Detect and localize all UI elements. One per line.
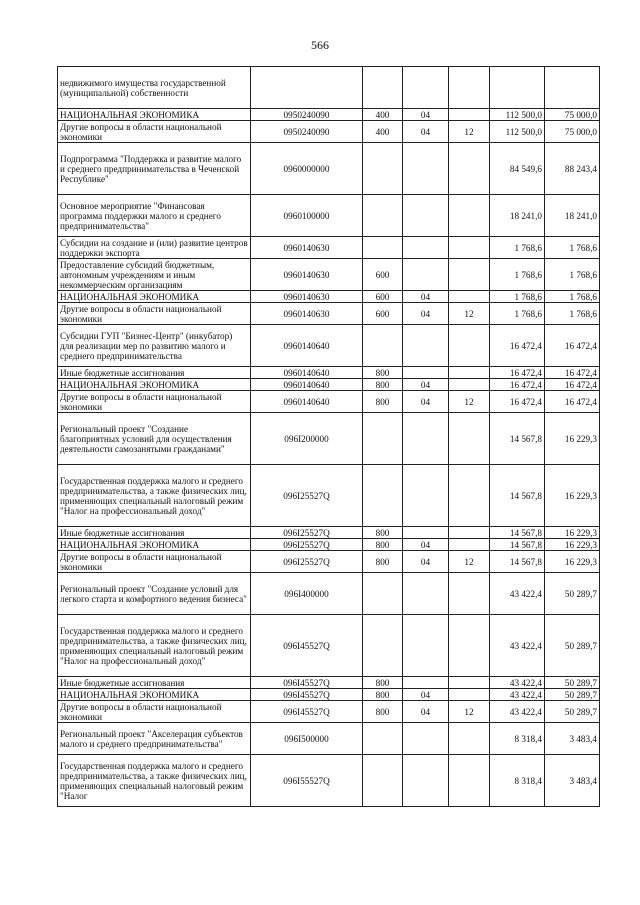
cell-expense-type — [363, 143, 403, 195]
cell-name: Государственная поддержка малого и среднего предпринимательства, а также физических лиц, применяющих специальный налоговый режим "Налог на профессиональный доход" — [58, 615, 251, 677]
cell-name: Другие вопросы в области национальной экономики — [58, 121, 251, 143]
cell-target-code: 0960140630 — [251, 237, 363, 259]
cell-target-code: 096I25527Q — [251, 539, 363, 551]
cell-target-code: 0960140640 — [251, 391, 363, 413]
cell-subsection: 12 — [449, 701, 490, 723]
cell-amount-year-2: 18 241,0 — [545, 195, 600, 237]
cell-amount-year-2: 75 000,0 — [545, 109, 600, 121]
cell-name: Региональный проект "Акселерация субъектов малого и среднего предпринимательства" — [58, 723, 251, 755]
cell-name: Государственная поддержка малого и среднего предпринимательства, а также физических лиц, применяющих специальный налоговый режим "Налог на профессиональный доход" — [58, 465, 251, 527]
cell-amount-year-2: 16 229,3 — [545, 413, 600, 465]
cell-expense-type — [363, 615, 403, 677]
cell-name: Основное мероприятие "Финансовая программа поддержки малого и среднего предпринимательства" — [58, 195, 251, 237]
cell-subsection — [449, 109, 490, 121]
cell-amount-year-2: 1 768,6 — [545, 259, 600, 291]
table-row — [58, 677, 600, 689]
cell-amount-year-1: 43 422,4 — [490, 677, 545, 689]
cell-amount-year-1: 43 422,4 — [490, 701, 545, 723]
cell-subsection — [449, 367, 490, 379]
cell-target-code: 0950240090 — [251, 121, 363, 143]
cell-amount-year-1: 43 422,4 — [490, 689, 545, 701]
cell-name: Субсидии на создание и (или) развитие центров поддержки экспорта — [58, 237, 251, 259]
cell-subsection — [449, 755, 490, 807]
cell-target-code: 096I25527Q — [251, 551, 363, 573]
cell-target-code: 096I45527Q — [251, 701, 363, 723]
cell-subsection — [449, 723, 490, 755]
cell-name: Региональный проект "Создание условий для легкого старта и комфортного ведения бизнеса" — [58, 573, 251, 615]
cell-amount-year-2: 3 483,4 — [545, 755, 600, 807]
cell-subsection — [449, 237, 490, 259]
cell-section: 04 — [403, 291, 449, 303]
cell-section — [403, 143, 449, 195]
cell-target-code: 096I200000 — [251, 413, 363, 465]
cell-amount-year-2: 16 472,4 — [545, 379, 600, 391]
cell-section — [403, 67, 449, 109]
cell-subsection — [449, 527, 490, 539]
cell-subsection — [449, 539, 490, 551]
cell-expense-type: 800 — [363, 391, 403, 413]
cell-subsection — [449, 689, 490, 701]
table-row — [58, 195, 600, 237]
cell-name: Предоставление субсидий бюджетным, автономным учреждениям и иным некоммерческим организациям — [58, 259, 251, 291]
cell-amount-year-2: 1 768,6 — [545, 237, 600, 259]
cell-expense-type: 800 — [363, 527, 403, 539]
cell-section — [403, 527, 449, 539]
cell-target-code: 0960000000 — [251, 143, 363, 195]
cell-expense-type: 800 — [363, 367, 403, 379]
cell-amount-year-1: 8 318,4 — [490, 755, 545, 807]
cell-section: 04 — [403, 379, 449, 391]
cell-amount-year-2: 75 000,0 — [545, 121, 600, 143]
cell-expense-type — [363, 67, 403, 109]
cell-expense-type: 600 — [363, 303, 403, 325]
cell-amount-year-2: 50 289,7 — [545, 677, 600, 689]
cell-target-code — [251, 67, 363, 109]
cell-section — [403, 237, 449, 259]
cell-name: Другие вопросы в области национальной экономики — [58, 701, 251, 723]
cell-amount-year-1: 43 422,4 — [490, 615, 545, 677]
cell-amount-year-2: 3 483,4 — [545, 723, 600, 755]
cell-expense-type — [363, 237, 403, 259]
cell-expense-type: 800 — [363, 539, 403, 551]
cell-amount-year-1: 14 567,8 — [490, 465, 545, 527]
cell-target-code: 096I25527Q — [251, 527, 363, 539]
cell-expense-type: 400 — [363, 109, 403, 121]
cell-section — [403, 677, 449, 689]
cell-subsection — [449, 143, 490, 195]
table-row — [58, 465, 600, 527]
table-row — [58, 325, 600, 367]
cell-expense-type: 800 — [363, 701, 403, 723]
cell-expense-type: 600 — [363, 291, 403, 303]
cell-expense-type: 800 — [363, 379, 403, 391]
cell-name: НАЦИОНАЛЬНАЯ ЭКОНОМИКА — [58, 689, 251, 701]
table-row — [58, 121, 600, 143]
cell-name: Иные бюджетные ассигнования — [58, 527, 251, 539]
cell-section — [403, 573, 449, 615]
cell-amount-year-1: 14 567,8 — [490, 551, 545, 573]
cell-subsection: 12 — [449, 121, 490, 143]
cell-amount-year-2: 1 768,6 — [545, 303, 600, 325]
cell-section — [403, 367, 449, 379]
table-row — [58, 551, 600, 573]
cell-target-code: 0960140630 — [251, 291, 363, 303]
cell-amount-year-2 — [545, 67, 600, 109]
table-body — [58, 67, 600, 807]
table-row — [58, 413, 600, 465]
table-row — [58, 367, 600, 379]
cell-expense-type: 600 — [363, 259, 403, 291]
cell-subsection: 12 — [449, 551, 490, 573]
cell-amount-year-1: 1 768,6 — [490, 291, 545, 303]
cell-amount-year-2: 16 229,3 — [545, 527, 600, 539]
table-row — [58, 539, 600, 551]
table-row — [58, 689, 600, 701]
table-row — [58, 527, 600, 539]
cell-target-code: 096I45527Q — [251, 677, 363, 689]
table-row — [58, 573, 600, 615]
cell-name: Другие вопросы в области национальной экономики — [58, 551, 251, 573]
cell-section: 04 — [403, 701, 449, 723]
cell-name: НАЦИОНАЛЬНАЯ ЭКОНОМИКА — [58, 291, 251, 303]
cell-subsection — [449, 615, 490, 677]
cell-subsection — [449, 413, 490, 465]
cell-target-code: 0960140640 — [251, 367, 363, 379]
table-row — [58, 723, 600, 755]
cell-name: Иные бюджетные ассигнования — [58, 677, 251, 689]
cell-expense-type: 800 — [363, 677, 403, 689]
cell-expense-type — [363, 195, 403, 237]
cell-section: 04 — [403, 109, 449, 121]
cell-expense-type — [363, 723, 403, 755]
cell-amount-year-1: 16 472,4 — [490, 367, 545, 379]
table-row — [58, 303, 600, 325]
cell-target-code: 0950240090 — [251, 109, 363, 121]
cell-expense-type — [363, 755, 403, 807]
cell-subsection — [449, 573, 490, 615]
cell-amount-year-1: 1 768,6 — [490, 259, 545, 291]
cell-section: 04 — [403, 539, 449, 551]
cell-section: 04 — [403, 303, 449, 325]
cell-target-code: 0960140640 — [251, 379, 363, 391]
table-row — [58, 391, 600, 413]
table-row — [58, 291, 600, 303]
cell-section: 04 — [403, 121, 449, 143]
cell-subsection — [449, 677, 490, 689]
cell-target-code: 0960140630 — [251, 259, 363, 291]
cell-amount-year-2: 88 243,4 — [545, 143, 600, 195]
cell-name: Другие вопросы в области национальной экономики — [58, 303, 251, 325]
cell-expense-type — [363, 465, 403, 527]
cell-amount-year-1: 18 241,0 — [490, 195, 545, 237]
cell-name: Субсидии ГУП "Бизнес-Центр" (инкубатор) для реализации мер по развитию малого и среднего предпринимательства — [58, 325, 251, 367]
cell-expense-type: 800 — [363, 689, 403, 701]
cell-amount-year-1: 43 422,4 — [490, 573, 545, 615]
cell-amount-year-1: 14 567,8 — [490, 413, 545, 465]
cell-amount-year-2: 16 472,4 — [545, 367, 600, 379]
table-row — [58, 615, 600, 677]
cell-subsection — [449, 379, 490, 391]
cell-subsection: 12 — [449, 391, 490, 413]
cell-section: 04 — [403, 391, 449, 413]
cell-target-code: 096I45527Q — [251, 689, 363, 701]
cell-name: НАЦИОНАЛЬНАЯ ЭКОНОМИКА — [58, 539, 251, 551]
cell-amount-year-2: 16 229,3 — [545, 465, 600, 527]
cell-section — [403, 195, 449, 237]
cell-amount-year-1 — [490, 67, 545, 109]
cell-amount-year-1: 112 500,0 — [490, 109, 545, 121]
cell-amount-year-2: 50 289,7 — [545, 689, 600, 701]
table-row — [58, 379, 600, 391]
table-row — [58, 143, 600, 195]
cell-target-code: 0960140630 — [251, 303, 363, 325]
cell-name: недвижимого имущества государственной (муниципальной) собственности — [58, 67, 251, 109]
cell-amount-year-1: 14 567,8 — [490, 539, 545, 551]
cell-subsection — [449, 325, 490, 367]
table-row — [58, 67, 600, 109]
cell-name: Другие вопросы в области национальной экономики — [58, 391, 251, 413]
cell-subsection: 12 — [449, 303, 490, 325]
cell-amount-year-2: 16 472,4 — [545, 325, 600, 367]
cell-amount-year-2: 16 229,3 — [545, 551, 600, 573]
cell-amount-year-1: 16 472,4 — [490, 391, 545, 413]
cell-amount-year-2: 16 229,3 — [545, 539, 600, 551]
cell-target-code: 096I45527Q — [251, 615, 363, 677]
cell-amount-year-1: 14 567,8 — [490, 527, 545, 539]
cell-name: Государственная поддержка малого и среднего предпринимательства, а также физических лиц, применяющих специальный налоговый режим "Налог — [58, 755, 251, 807]
cell-amount-year-1: 84 549,6 — [490, 143, 545, 195]
cell-name: Подпрограмма "Поддержка и развитие малого и среднего предпринимательства в Чеченской Республике" — [58, 143, 251, 195]
cell-amount-year-2: 1 768,6 — [545, 291, 600, 303]
cell-target-code: 0960100000 — [251, 195, 363, 237]
cell-section — [403, 615, 449, 677]
cell-subsection — [449, 195, 490, 237]
cell-expense-type — [363, 325, 403, 367]
cell-expense-type: 400 — [363, 121, 403, 143]
cell-target-code: 096I400000 — [251, 573, 363, 615]
cell-subsection — [449, 465, 490, 527]
cell-amount-year-1: 112 500,0 — [490, 121, 545, 143]
cell-expense-type — [363, 413, 403, 465]
budget-table — [57, 66, 600, 807]
cell-section — [403, 723, 449, 755]
cell-amount-year-1: 8 318,4 — [490, 723, 545, 755]
cell-target-code: 096I55527Q — [251, 755, 363, 807]
cell-section — [403, 465, 449, 527]
cell-amount-year-1: 16 472,4 — [490, 325, 545, 367]
cell-expense-type — [363, 573, 403, 615]
cell-section: 04 — [403, 689, 449, 701]
cell-subsection — [449, 67, 490, 109]
table-row — [58, 701, 600, 723]
cell-expense-type: 800 — [363, 551, 403, 573]
cell-amount-year-2: 50 289,7 — [545, 573, 600, 615]
cell-name: Региональный проект "Создание благоприятных условий для осуществления деятельности самозанятыми гражданами" — [58, 413, 251, 465]
cell-target-code: 096I25527Q — [251, 465, 363, 527]
table-row — [58, 755, 600, 807]
table-row — [58, 109, 600, 121]
cell-amount-year-2: 50 289,7 — [545, 701, 600, 723]
cell-amount-year-2: 16 472,4 — [545, 391, 600, 413]
cell-section — [403, 755, 449, 807]
cell-section — [403, 325, 449, 367]
cell-name: НАЦИОНАЛЬНАЯ ЭКОНОМИКА — [58, 109, 251, 121]
table-row — [58, 237, 600, 259]
cell-subsection — [449, 291, 490, 303]
cell-amount-year-1: 1 768,6 — [490, 303, 545, 325]
cell-name: Иные бюджетные ассигнования — [58, 367, 251, 379]
cell-subsection — [449, 259, 490, 291]
cell-amount-year-1: 1 768,6 — [490, 237, 545, 259]
cell-section — [403, 259, 449, 291]
cell-section: 04 — [403, 551, 449, 573]
cell-amount-year-1: 16 472,4 — [490, 379, 545, 391]
cell-amount-year-2: 50 289,7 — [545, 615, 600, 677]
cell-target-code: 0960140640 — [251, 325, 363, 367]
cell-section — [403, 413, 449, 465]
table-row — [58, 259, 600, 291]
page-number: 566 — [311, 38, 329, 52]
cell-target-code: 096I500000 — [251, 723, 363, 755]
cell-name: НАЦИОНАЛЬНАЯ ЭКОНОМИКА — [58, 379, 251, 391]
